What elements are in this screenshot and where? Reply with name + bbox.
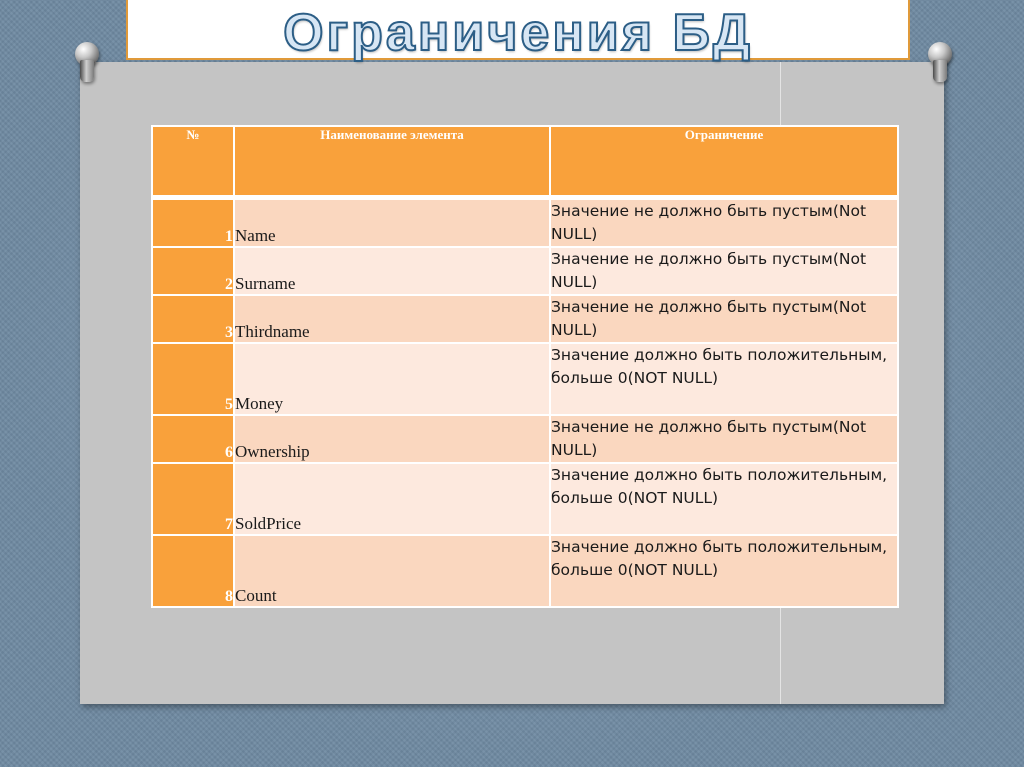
row-constraint: Значение не должно быть пустым(Not NULL) <box>550 415 898 463</box>
row-element-name: SoldPrice <box>234 463 550 535</box>
table-row <box>152 343 898 415</box>
header-number: № <box>152 126 234 196</box>
table-row <box>152 415 898 463</box>
row-element-name: Name <box>234 199 550 247</box>
header-constraint: Ограничение <box>550 126 898 196</box>
row-constraint: Значение не должно быть пустым(Not NULL) <box>550 247 898 295</box>
row-element-name: Surname <box>234 247 550 295</box>
table-row <box>152 463 898 535</box>
table-row <box>152 535 898 607</box>
row-number: 6 <box>152 415 234 463</box>
row-element-name: Thirdname <box>234 295 550 343</box>
row-element-name: Count <box>234 535 550 607</box>
row-element-name: Ownership <box>234 415 550 463</box>
row-number: 5 <box>152 343 234 415</box>
table-header-row <box>152 126 898 196</box>
slide-title: Ограничения БД <box>283 4 753 62</box>
row-number: 1 <box>152 199 234 247</box>
table-row <box>152 199 898 247</box>
row-constraint: Значение должно быть положительным, больше 0(NOT NULL) <box>550 463 898 535</box>
header-element-name: Наименование элемента <box>234 126 550 196</box>
row-constraint: Значение не должно быть пустым(Not NULL) <box>550 295 898 343</box>
table-row <box>152 247 898 295</box>
constraints-table <box>151 125 899 608</box>
row-constraint: Значение должно быть положительным, больше 0(NOT NULL) <box>550 535 898 607</box>
row-number: 8 <box>152 535 234 607</box>
pushpin-icon <box>925 42 955 88</box>
row-number: 7 <box>152 463 234 535</box>
row-number: 3 <box>152 295 234 343</box>
table-row <box>152 295 898 343</box>
row-constraint: Значение не должно быть пустым(Not NULL) <box>550 199 898 247</box>
row-constraint: Значение должно быть положительным, больше 0(NOT NULL) <box>550 343 898 415</box>
row-element-name: Money <box>234 343 550 415</box>
row-number: 2 <box>152 247 234 295</box>
pushpin-icon <box>72 42 102 88</box>
